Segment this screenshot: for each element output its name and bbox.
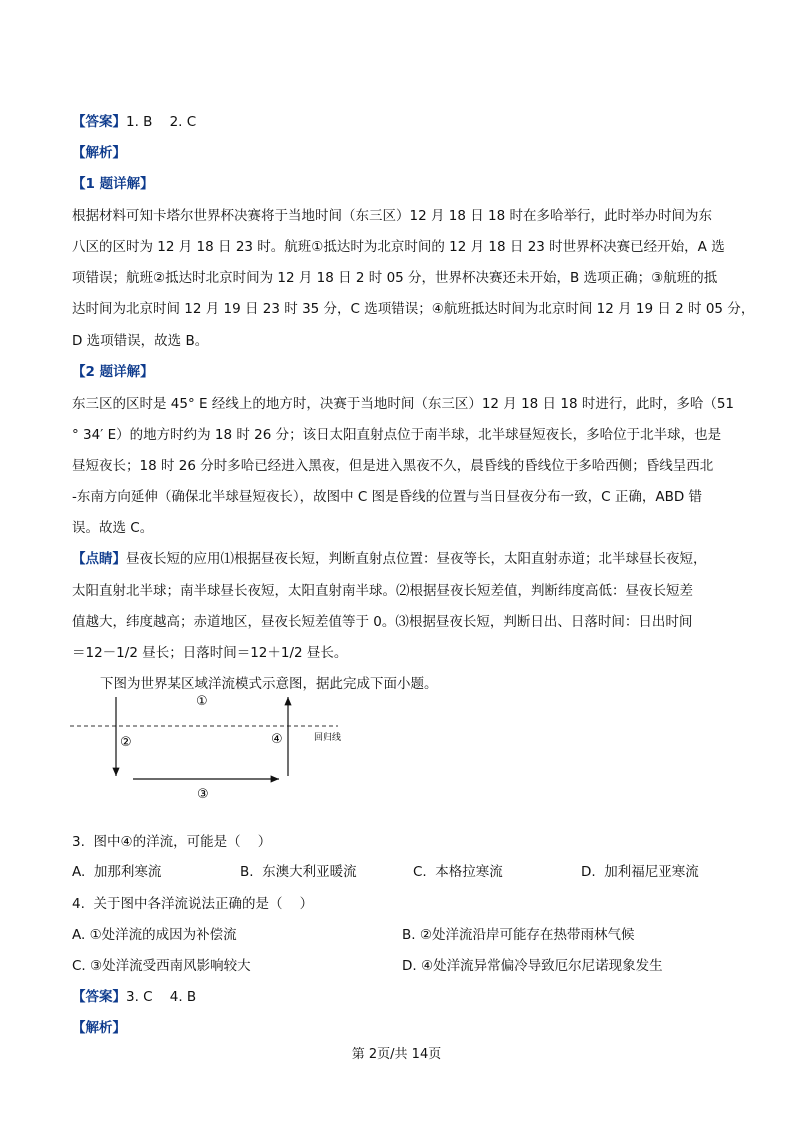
- q3-option-d: D. 加利福尼亚寒流: [581, 864, 699, 880]
- detail-2-line: 昼短夜长；18 时 26 分时多哈已经进入黑夜，但是进入黑夜不久，晨昏线的昏线位于多哈西侧；昏线呈西北: [72, 458, 714, 474]
- label-2: ②: [120, 735, 132, 750]
- q4-option-c: C. ③处洋流受西南风影响较大: [72, 958, 251, 974]
- label-3: ③: [197, 787, 209, 802]
- q4-stem: 4. 关于图中各洋流说法正确的是（ ）: [72, 896, 314, 912]
- detail-2-line: -东南方向延伸（确保北半球昼短夜长），故图中 C 图是昏线的位置与当日昼夜分布一致，C 正确，ABD 错: [72, 489, 703, 505]
- tip-tag: 【点睛】: [72, 551, 126, 567]
- detail-1-line: 达时间为北京时间 12 月 19 日 23 时 35 分，C 选项错误；④航班抵达时间为北京时间 12 月 19 日 2 时 05 分，: [72, 301, 755, 317]
- detail-1-tag: 【1 题详解】: [72, 176, 154, 192]
- label-4: ④: [271, 732, 283, 747]
- analysis-tag-2: 【解析】: [72, 1020, 126, 1036]
- answer-tag: 【答案】: [72, 989, 126, 1005]
- tip-line: ＝12－1/2 昼长；日落时间＝12＋1/2 昼长。: [72, 645, 348, 661]
- detail-1-line: 八区的区时为 12 月 18 日 23 时。航班①抵达时为北京时间的 12 月 18 日 23 时世界杯决赛已经开始，A 选: [72, 239, 725, 255]
- detail-1-line: D 选项错误，故选 B。: [72, 333, 209, 349]
- q3-option-a: A. 加那利寒流: [72, 864, 162, 880]
- label-1: ①: [196, 694, 208, 709]
- answer-text: 3. C 4. B: [126, 989, 197, 1005]
- detail-2-line: 误。故选 C。: [72, 520, 154, 536]
- answer-line-1: [72, 112, 196, 132]
- tip-line: 值越大，纬度越高；赤道地区，昼夜长短差值等于 0。⑶根据昼夜长短，判断日出、日落时间：日出时间: [72, 614, 693, 630]
- q3-option-c: C. 本格拉寒流: [413, 864, 503, 880]
- tip-line-1: [72, 549, 707, 569]
- page-footer: 第 2页/共 14页: [351, 1047, 442, 1062]
- q3-stem: 3. 图中④的洋流，可能是（ ）: [72, 834, 272, 850]
- q3-option-b: B. 东澳大利亚暖流: [240, 864, 357, 880]
- detail-2-line: 东三区的区时是 45° E 经线上的地方时，决赛于当地时间（东三区）12 月 18 日 18 时进行，此时，多哈（51: [72, 396, 734, 412]
- detail-2-line: ° 34′ E）的地方时约为 18 时 26 分；该日太阳直射点位于南半球，北半球昼短夜长，多哈位于北半球，也是: [72, 427, 722, 443]
- tropic-label: 回归线: [314, 733, 342, 743]
- detail-2-tag: 【2 题详解】: [72, 364, 154, 380]
- q4-option-a: A. ①处洋流的成因为补偿流: [72, 927, 237, 943]
- answer-tag: 【答案】: [72, 114, 126, 130]
- intro-text: 下图为世界某区域洋流模式示意图，据此完成下面小题。: [100, 676, 438, 692]
- detail-1-line: 根据材料可知卡塔尔世界杯决赛将于当地时间（东三区）12 月 18 日 18 时在多哈举行，此时举办时间为东: [72, 208, 712, 224]
- tip-text: 昼夜长短的应用⑴根据昼夜长短，判断直射点位置：昼夜等长，太阳直射赤道；北半球昼长夜短，: [126, 551, 707, 567]
- q4-option-d: D. ④处洋流异常偏冷导致厄尔尼诺现象发生: [402, 958, 663, 974]
- tip-line: 太阳直射北半球；南半球昼长夜短，太阳直射南半球。⑵根据昼夜长短差值，判断纬度高低：昼夜长短差: [72, 583, 693, 599]
- q4-option-b: B. ②处洋流沿岸可能存在热带雨林气候: [402, 927, 635, 943]
- answer-line-2: [72, 987, 196, 1007]
- analysis-tag-1: 【解析】: [72, 145, 126, 161]
- detail-1-line: 项错误；航班②抵达时北京时间为 12 月 18 日 2 时 05 分，世界杯决赛还未开始，B 选项正确；③航班的抵: [72, 270, 718, 286]
- answer-text: 1. B 2. C: [126, 114, 197, 130]
